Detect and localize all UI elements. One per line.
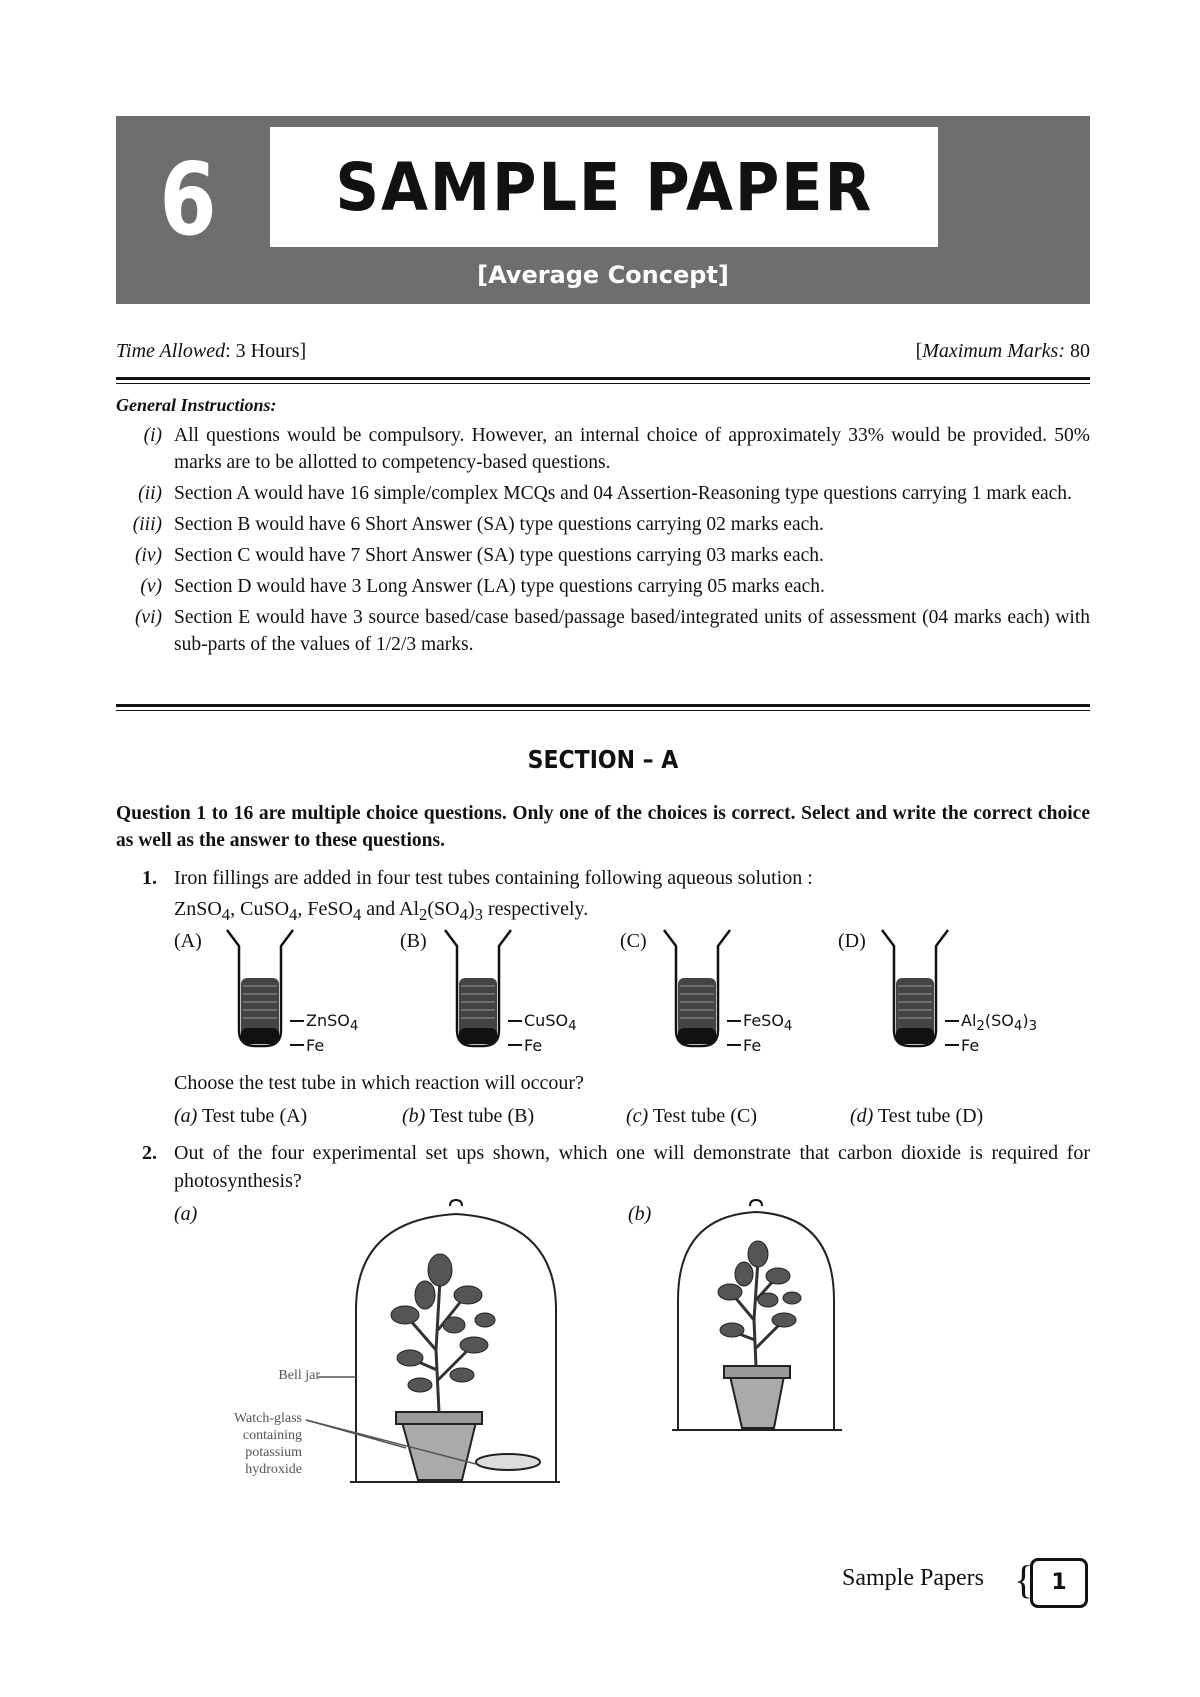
section-title: SECTION – A — [527, 745, 679, 774]
section-intro: Question 1 to 16 are multiple choice questions. Only one of the choices is correct. Select and write the correct choice as well as the answer to these questions. — [116, 803, 1090, 851]
bell-jar-label: Bell jar — [278, 1368, 320, 1383]
time-label: Time Allowed — [116, 340, 226, 362]
instructions-list — [116, 422, 1090, 662]
tube-b-solution: CuSO$_4$ — [524, 1011, 577, 1035]
question-1 — [116, 864, 1090, 892]
tube-label-a: (A) — [174, 930, 202, 952]
time-allowed — [116, 340, 306, 363]
meta-row — [116, 340, 1090, 370]
tube-c-metal: Fe — [743, 1036, 762, 1055]
option-b[interactable]: (b) Test tube (B) — [402, 1105, 535, 1127]
footer-title: Sample Papers — [842, 1565, 984, 1591]
time-value: : 3 Hours] — [225, 340, 307, 362]
instruction-number: (iii) — [132, 514, 162, 535]
q1-prompt: Choose the test tube in which reaction will occour? — [174, 1072, 584, 1094]
marks-prefix: [ — [915, 340, 923, 362]
question-text: Iron fillings are added in four test tubes containing following aqueous solution : — [174, 867, 813, 889]
instruction-text: Section D would have 3 Long Answer (LA) type questions carrying 05 marks each. — [174, 576, 825, 597]
instruction-item — [116, 511, 1090, 538]
watch-glass-pointer — [306, 1418, 486, 1468]
test-tube-a — [225, 928, 295, 1052]
marks-label: Maximum Marks: — [922, 340, 1065, 362]
bell-jar-setup-b — [672, 1200, 842, 1436]
divider-bottom — [116, 704, 1090, 711]
maximum-marks — [916, 340, 1090, 363]
instruction-item — [116, 542, 1090, 569]
tube-a-metal: Fe — [306, 1036, 325, 1055]
instruction-text: Section B would have 6 Short Answer (SA) type questions carrying 02 marks each. — [174, 514, 824, 535]
instruction-text: Section A would have 16 simple/complex MCQs and 04 Assertion-Reasoning type questions carrying 1 mark each. — [174, 483, 1072, 504]
paper-subtitle: [Average Concept] — [477, 261, 729, 289]
test-tube-c — [662, 928, 732, 1052]
title-box — [270, 127, 938, 247]
instruction-number: (v) — [140, 576, 162, 597]
tube-c-solution: FeSO$_4$ — [743, 1011, 793, 1035]
instruction-number: (vi) — [134, 607, 162, 628]
tube-a-solution: ZnSO$_4$ — [306, 1011, 359, 1035]
instruction-text: Section C would have 7 Short Answer (SA) type questions carrying 03 marks each. — [174, 545, 824, 566]
q1-formula: ZnSO$_4$, CuSO$_4$, FeSO$_4$ and $Al_2(SO_4)_3$ respectively. — [174, 898, 589, 924]
tube-d-solution: $Al_2(SO_4)_3$ — [961, 1011, 1038, 1035]
option-d[interactable]: (d) Test tube (D) — [850, 1105, 984, 1127]
instruction-text: Section E would have 3 source based/case based/passage based/integrated units of assessment (04 marks each) with sub-parts of the values of 1/2/3 marks. — [174, 607, 1090, 655]
setup-label-a: (a) — [174, 1203, 198, 1225]
instruction-item — [116, 573, 1090, 600]
instruction-text: All questions would be compulsory. However, an internal choice of approximately 33% would be provided. 50% marks are to be allotted to competency-based questions. — [174, 425, 1090, 473]
bell-jar-pointer — [318, 1374, 358, 1380]
test-tube-b — [443, 928, 513, 1052]
watch-glass-label: Watch-glass containing potassium hydroxide — [233, 1411, 302, 1477]
question-number: 1. — [142, 867, 157, 889]
option-c[interactable]: (c) Test tube (C) — [626, 1105, 757, 1127]
footer-brace: { — [1014, 1557, 1034, 1602]
marks-value: 80 — [1065, 340, 1090, 362]
tube-label-b: (B) — [400, 930, 427, 952]
question-2 — [116, 1139, 1090, 1195]
instruction-number: (iv) — [134, 545, 162, 566]
paper-title: SAMPLE PAPER — [335, 148, 873, 226]
q1-options — [174, 1105, 1090, 1135]
paper-number: 6 — [159, 141, 217, 258]
page-number: 1 — [1030, 1558, 1088, 1608]
test-tube-d — [880, 928, 950, 1052]
tube-label-d: (D) — [838, 930, 866, 952]
instruction-number: (ii) — [138, 483, 162, 504]
tube-d-metal: Fe — [961, 1036, 980, 1055]
setup-label-b: (b) — [628, 1203, 652, 1225]
tube-b-metal: Fe — [524, 1036, 543, 1055]
question-text: Out of the four experimental set ups shown, which one will demonstrate that carbon dioxide is required for photosynthesis? — [174, 1142, 1090, 1192]
instruction-number: (i) — [143, 425, 162, 446]
instruction-item — [116, 480, 1090, 507]
question-number: 2. — [142, 1142, 157, 1164]
instruction-item — [116, 422, 1090, 476]
instruction-item — [116, 604, 1090, 658]
divider-top — [116, 377, 1090, 384]
option-a[interactable]: (a) Test tube (A) — [174, 1105, 308, 1127]
instructions-heading: General Instructions: — [116, 395, 277, 415]
tube-label-c: (C) — [620, 930, 647, 952]
